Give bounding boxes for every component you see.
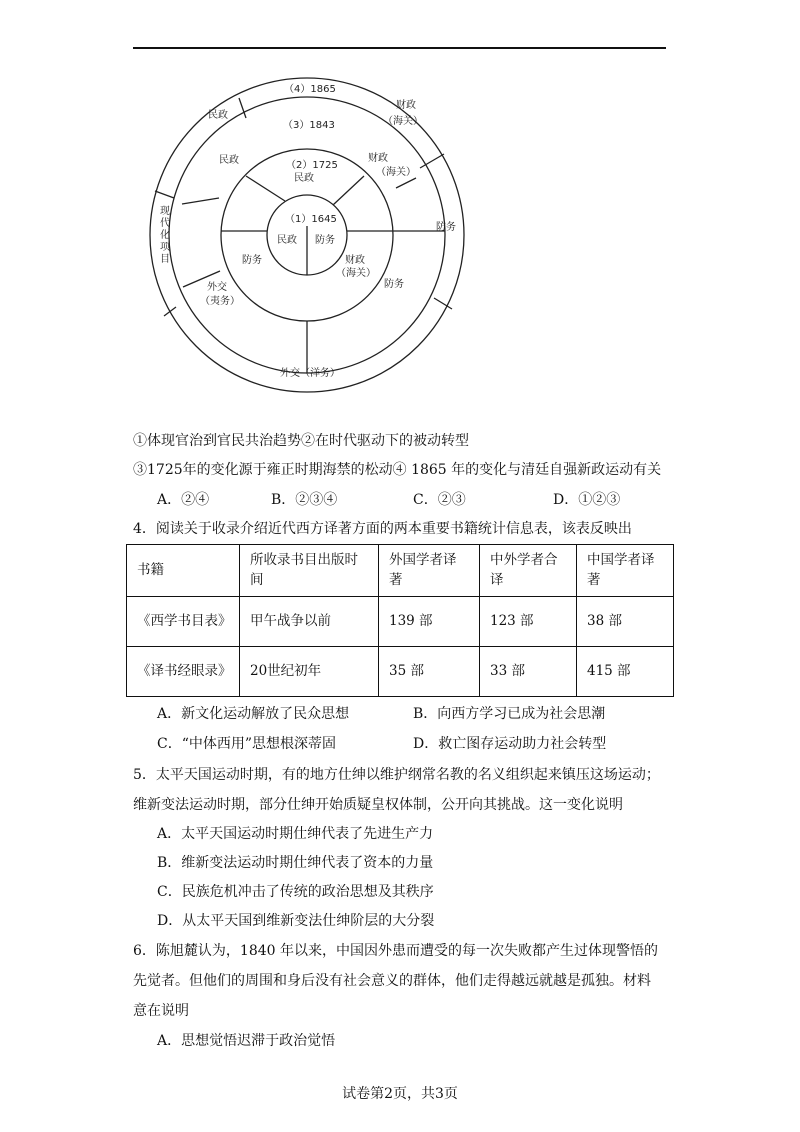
ring3-year: （3）1843 — [283, 120, 335, 131]
table-header-row — [127, 545, 674, 597]
table-row — [127, 647, 674, 697]
header-cell: 中外学者合译 — [480, 545, 577, 597]
ring3-minzheng: 民政 — [219, 155, 239, 166]
ring4-caizheng: 财政 — [396, 100, 416, 111]
ring2-minzheng: 民政 — [294, 173, 314, 184]
ring4-waijiao: 外交（洋务） — [280, 368, 340, 379]
ring2-fangwu: 防务 — [242, 255, 262, 266]
table-cell: 38 部 — [577, 597, 674, 647]
q4-stem: 4．阅读关于收录介绍近代西方译著方面的两本重要书籍统计信息表，该表反映出 — [133, 521, 632, 537]
table-cell: 123 部 — [480, 597, 577, 647]
ring2-haiguan: （海关） — [336, 268, 376, 279]
table-cell: 《译书经眼录》 — [127, 647, 240, 697]
q3-option-d[interactable]: D．①②③ — [553, 492, 621, 508]
ring4-year: （4）1865 — [284, 84, 336, 95]
q3-statement-2: ③1725年的变化源于雍正时期海禁的松动④ 1865 年的变化与清廷自强新政运动有关 — [133, 462, 662, 478]
q5-stem-line1: 5．太平天国运动时期，有的地方仕绅以维护纲常名教的名义组织起来镇压这场运动； — [133, 767, 660, 783]
q5-option-c[interactable]: C．民族危机冲击了传统的政治思想及其秩序 — [157, 884, 434, 900]
table-cell: 20世纪初年 — [240, 647, 379, 697]
q5-option-a[interactable]: A．太平天国运动时期仕绅代表了先进生产力 — [157, 826, 434, 842]
q3-statement-1: ①体现官治到官民共治趋势②在时代驱动下的被动转型 — [133, 433, 469, 449]
q5-option-b[interactable]: B．维新变法运动时期仕绅代表了资本的力量 — [157, 855, 434, 871]
page-footer: 试卷第2页，共3页 — [342, 1086, 458, 1102]
ring2-caizheng: 财政 — [345, 255, 365, 266]
ring3-waijiao: 外交 — [207, 282, 227, 293]
q3-option-a[interactable]: A．②④ — [157, 492, 210, 508]
book-statistics-table — [126, 544, 674, 697]
q6-stem-line2: 先觉者。但他们的周围和身后没有社会意义的群体，他们走得越远就越是孤独。材料 — [133, 973, 651, 989]
table-cell: 139 部 — [379, 597, 480, 647]
ring4-modern-label: 现代化项目 — [160, 206, 170, 265]
header-cell: 中国学者译著 — [577, 545, 674, 597]
table-cell: 《西学书目表》 — [127, 597, 240, 647]
ring3-yiwu: （夷务） — [200, 296, 240, 307]
ring4-haiguan: （海关） — [383, 116, 423, 127]
header-cell: 书籍 — [127, 545, 240, 597]
ring2-year: （2）1725 — [286, 160, 338, 171]
ring4-minzheng: 民政 — [208, 110, 228, 121]
table-cell: 甲午战争以前 — [240, 597, 379, 647]
ring1-minzheng: 民政 — [277, 235, 297, 246]
q4-option-c[interactable]: C．“中体西用”思想根深蒂固 — [157, 736, 337, 752]
header-cell: 外国学者译著 — [379, 545, 480, 597]
header-cell: 所收录书目出版时间 — [240, 545, 379, 597]
table-cell: 415 部 — [577, 647, 674, 697]
q6-option-a[interactable]: A．思想觉悟迟滞于政治觉悟 — [157, 1033, 336, 1049]
q6-stem-line3: 意在说明 — [133, 1003, 189, 1019]
ring3-fangwu: 防务 — [384, 279, 404, 290]
ring3-caizheng: 财政 — [368, 153, 388, 164]
concentric-circle-diagram — [0, 0, 800, 400]
table-row — [127, 597, 674, 647]
ring4-fangwu: 防务 — [436, 222, 456, 233]
ring1-year: （1）1645 — [285, 214, 337, 225]
q5-stem-line2: 维新变法运动时期，部分仕绅开始质疑皇权体制，公开向其挑战。这一变化说明 — [133, 797, 623, 813]
q3-option-b[interactable]: B．②③④ — [271, 492, 338, 508]
ring3-haiguan: （海关） — [376, 167, 416, 178]
q5-option-d[interactable]: D．从太平天国到维新变法仕绅阶层的大分裂 — [157, 913, 435, 929]
q6-stem-line1: 6．陈旭麓认为，1840 年以来，中国因外患而遭受的每一次失败都产生过体现警悟的 — [133, 943, 658, 959]
q4-option-b[interactable]: B．向西方学习已成为社会思潮 — [413, 706, 606, 722]
table-cell: 35 部 — [379, 647, 480, 697]
ring1-fangwu: 防务 — [315, 235, 335, 246]
q3-option-c[interactable]: C．②③ — [413, 492, 466, 508]
table-cell: 33 部 — [480, 647, 577, 697]
q4-option-d[interactable]: D．救亡图存运动助力社会转型 — [413, 736, 607, 752]
q4-option-a[interactable]: A．新文化运动解放了民众思想 — [157, 706, 350, 722]
